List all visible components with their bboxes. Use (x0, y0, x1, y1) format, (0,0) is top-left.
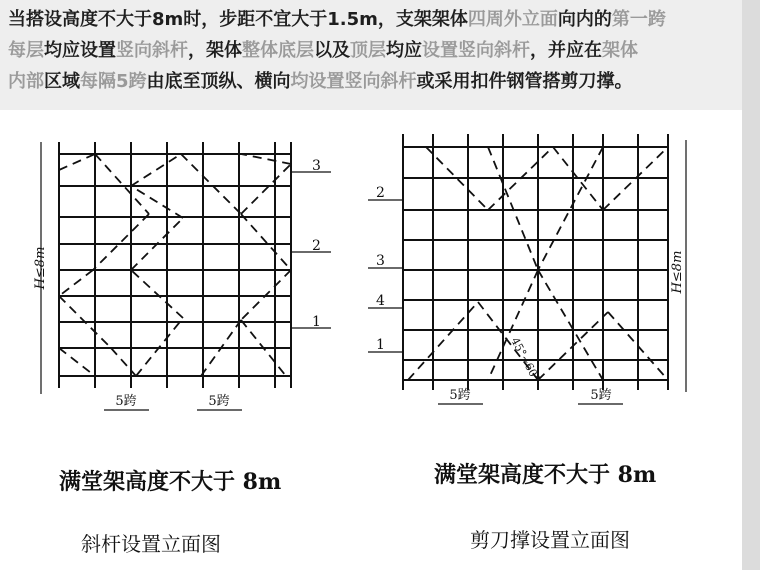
diagonal-brace (95, 154, 149, 214)
diagonal-brace (59, 154, 95, 170)
instruction-segment: 均应设置 (44, 40, 116, 61)
scaffold-frame (59, 142, 291, 388)
instruction-segment: 向内的 (557, 9, 612, 30)
scissor-brace-elevation-diagram (348, 112, 740, 568)
angle-label: 45°~60° (508, 335, 543, 384)
instruction-segment: 或采用扣件钢管搭剪刀撑。 (416, 71, 633, 92)
height-label: H≤8m (670, 250, 685, 294)
instruction-segment: 架体 (602, 40, 638, 61)
diagonal-brace (241, 164, 291, 214)
instruction-segment: 以及 (314, 40, 350, 61)
instruction-segment: 四周外立面 (467, 9, 558, 30)
callout-2: 2 (376, 185, 385, 201)
instruction-segment: 顶层 (350, 40, 386, 61)
diagonal-brace (131, 270, 183, 318)
diagonal-brace (241, 214, 291, 270)
instruction-segment: 由底至顶纵、横向 (146, 71, 291, 92)
instruction-segment: 设置竖向斜杆 (422, 40, 530, 61)
instruction-segment: 内部 (8, 71, 44, 92)
span-label-1: 5跨 (115, 394, 137, 409)
scissor-brace (538, 270, 603, 380)
span-label-2: 5跨 (590, 388, 612, 403)
instruction-line-1 (8, 4, 736, 35)
caption-title: 满堂架高度不大于 8m (59, 469, 282, 495)
diagonal-brace (59, 348, 95, 376)
diagonal-brace (181, 154, 241, 214)
callout-3: 3 (312, 158, 321, 174)
diagonal-brace-elevation-panel (1, 112, 369, 568)
scissor-brace (488, 147, 538, 270)
diagonal-brace (111, 348, 136, 376)
dimension-lines (41, 142, 331, 410)
instruction-segment: 当搭设高度不大于8m时，步距不宜大于1.5m，支架架体 (8, 9, 468, 30)
caption-subtitle: 斜杆设置立面图 (81, 532, 221, 556)
span-label-2: 5跨 (208, 394, 230, 409)
callout-1: 1 (312, 314, 321, 330)
instruction-segment: ，并应在 (530, 40, 602, 61)
callout-4: 4 (376, 293, 385, 309)
callout-1: 1 (376, 337, 385, 353)
scissor-brace-elevation-panel (348, 112, 740, 568)
diagonal-brace (59, 270, 93, 296)
diagonal-brace (93, 214, 149, 270)
instruction-segment: 均设置竖向斜杆 (290, 71, 417, 92)
diagonal-brace (241, 154, 291, 164)
diagonal-brace (131, 154, 181, 186)
span-label-1: 5跨 (449, 388, 471, 403)
instruction-segment: 整体底层 (242, 40, 314, 61)
instruction-segment: 第一跨 (611, 9, 666, 30)
scissor-brace (538, 147, 603, 270)
instruction-segment: 每层 (8, 40, 44, 61)
callout-2: 2 (312, 238, 321, 254)
instruction-segment: 区域 (44, 71, 80, 92)
caption-subtitle: 剪刀撑设置立面图 (470, 528, 630, 552)
instruction-text-block (0, 0, 742, 110)
instruction-line-2 (8, 35, 736, 66)
callout-3: 3 (376, 253, 385, 269)
instruction-segment: 均应 (386, 40, 422, 61)
caption-title: 满堂架高度不大于 8m (434, 462, 657, 488)
instruction-segment: 每隔5跨 (80, 71, 147, 92)
instruction-segment: ，架体 (188, 40, 242, 61)
instruction-segment: 竖向斜杆 (116, 40, 188, 61)
diagonal-brace-elevation-diagram (1, 112, 369, 568)
diagonal-braces (59, 154, 291, 376)
window-edge-bar (742, 0, 760, 570)
instruction-line-3 (8, 66, 736, 97)
height-label: H≤8m (33, 246, 48, 290)
